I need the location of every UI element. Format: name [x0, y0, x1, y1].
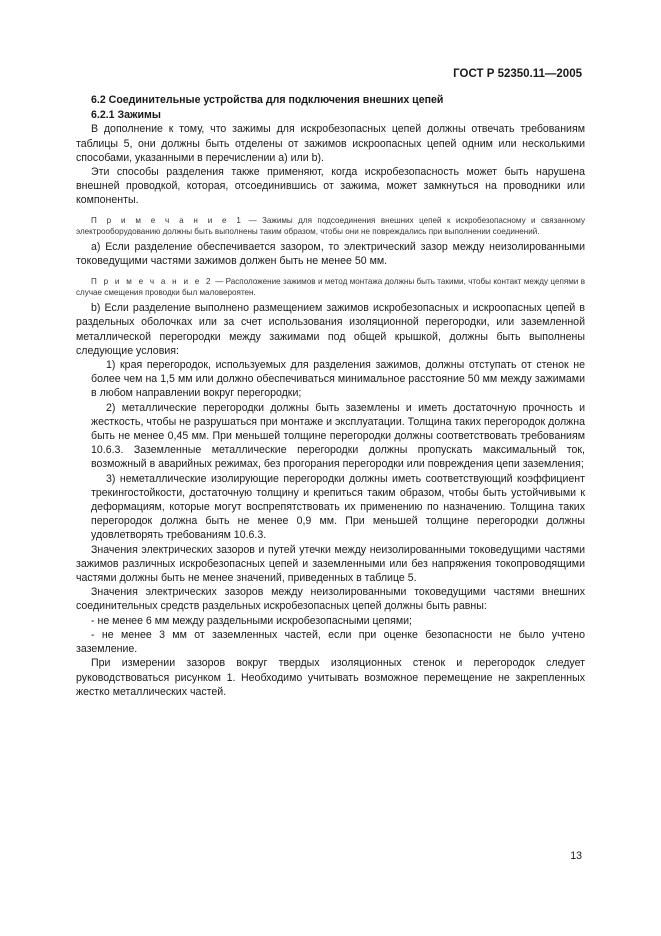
note-label: П р и м е ч а н и е 1: [91, 215, 244, 225]
document-id: ГОСТ Р 52350.11—2005: [453, 68, 582, 80]
document-body: [76, 93, 585, 699]
condition-text: 2) металлические перегородки должны быть заземлены и иметь достаточную прочность и жесткость, чтобы не разрушаться при монтаже и эксплуатации. Толщина таких перегородок должна быть не менее 0,45 мм. При меньшей толщине перегородки должны соответствовать требованиям 10.6.3. Заземленные металлические перегородки должны пропускать максимальный ток, возможный в аварийных режимах, без прогорания перегородки или повреждения цепи заземления;: [91, 401, 585, 471]
note-text: — Расположение зажимов и метод монтажа должны быть такими, чтобы контакт между цепями в случае смещения проводки был маловероятен.: [76, 276, 585, 297]
page-number: 13: [570, 850, 582, 862]
condition-1: [91, 358, 585, 401]
paragraph: Эти способы разделения также применяют, когда искробезопасность может быть нарушена внешней проводкой, которая, отсоединившись от зажима, может замкнуться на проводники или компоненты.: [76, 166, 585, 207]
list-item-b: b) Если разделение выполнено размещением зажимов искробезопасных и искроопасных цепей в раздельных оболочках или за счет использования изоляционной перегородки, или заземленной металлической перегородки между зажимами под общей крышкой, должны быть выполнены следующие условия:: [76, 302, 585, 357]
condition-3: [91, 472, 585, 543]
note-text: — Зажимы для подсоединения внешних цепей к искробезопасному и связанному электрооборудованию должны быть выполнены таким образом, чтобы они не повреждались при выполнении соединений.: [76, 215, 585, 236]
list-item-a: a) Если разделение обеспечивается зазором, то электрический зазор между неизолированными токоведущими частями зажимов должен быть не менее 50 мм.: [76, 241, 585, 268]
dash-item: - не менее 6 мм между раздельными искробезопасными цепями;: [91, 614, 412, 627]
section-heading-6-2-1: 6.2.1 Зажимы: [91, 109, 161, 122]
paragraph: В дополнение к тому, что зажимы для искробезопасных цепей должны отвечать требованиям таблицы 5, они должны быть отделены от зажимов искроопасных цепей одним или несколькими способами, указанными в перечислении a) или b).: [76, 123, 585, 164]
paragraph: При измерении зазоров вокруг твердых изоляционных стенок и перегородок следует руководствоваться рисунком 1. Необходимо учитывать возможное перемещение не закрепленных жестко металлических частей.: [76, 657, 585, 698]
condition-text: 1) края перегородок, используемых для разделения зажимов, должны отступать от стенок не более чем на 1,5 мм или должно обеспечиваться минимальное расстояние 50 мм между зажимами в любом направлении вокруг перегородки;: [91, 359, 585, 400]
condition-text: 3) неметаллические изолирующие перегородки должны иметь соответствующий коэффициент трекингостойкости, достаточную толщину и крепиться таким образом, чтобы быть устойчивыми к деформациям, которые могут воспрепятствовать их применению по назначению. Толщина таких перегородок должна быть не менее 0,9 мм. При меньшей толщине перегородки должны удовлетворять требованиям 10.6.3.: [91, 472, 585, 542]
note-2: [76, 276, 585, 299]
paragraph: Значения электрических зазоров и путей утечки между неизолированными токоведущими частями зажимов различных искробезопасных цепей и заземленными или без напряжения токопроводящими частями должны быть не менее значений, приведенных в таблице 5.: [76, 543, 585, 585]
condition-2: [91, 401, 585, 472]
paragraph: Значения электрических зазоров между неизолированными токоведущими частями внешних соединительных средств раздельных искробезопасных цепей должны быть равны:: [76, 586, 585, 613]
dash-item: - не менее 3 мм от заземленных частей, если при оценке безопасности не было учтено заземление.: [76, 628, 585, 656]
section-heading-6-2: 6.2 Соединительные устройства для подключения внешних цепей: [91, 94, 444, 106]
note-1: [76, 215, 585, 238]
note-label: П р и м е ч а н и е 2: [91, 276, 213, 286]
